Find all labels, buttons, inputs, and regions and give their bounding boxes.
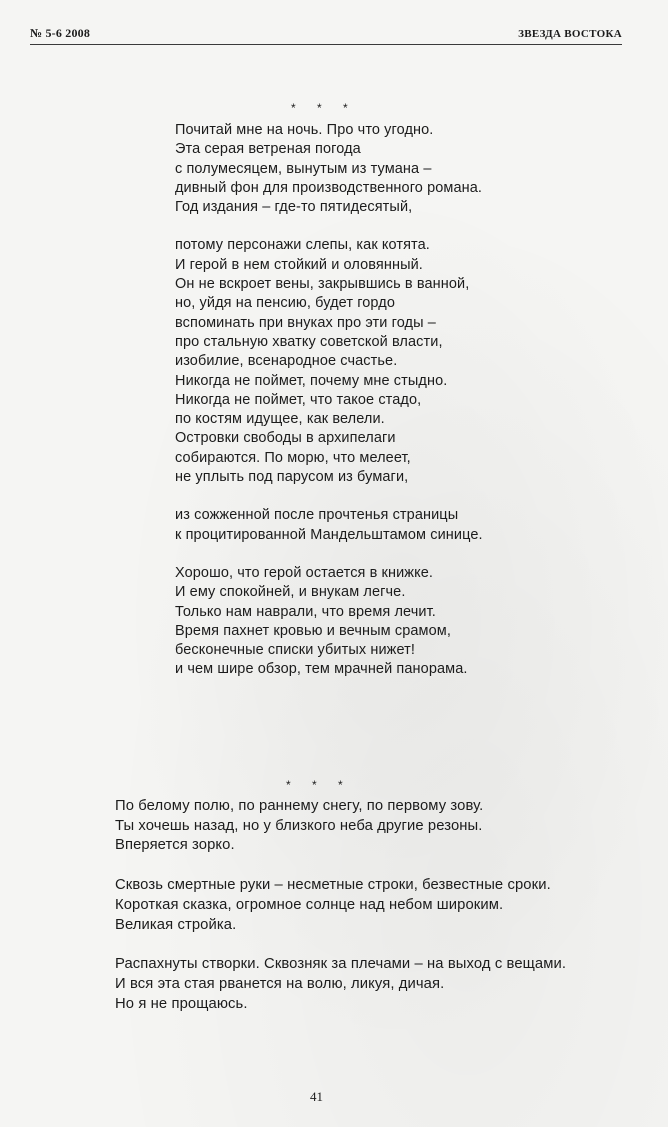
poem-1 — [175, 121, 483, 680]
verse-line: вспоминать при внуках про эти годы – — [175, 314, 436, 331]
verse-line: Ты хочешь назад, но у близкого неба другие резоны. — [115, 817, 483, 834]
verse-line: Он не вскроет вены, закрывшись в ванной, — [175, 276, 470, 293]
verse-line: но, уйдя на пенсию, будет гордо — [175, 295, 395, 312]
poem2-separator: * * * — [286, 778, 352, 792]
verse-line: с полумесяцем, вынутым из тумана – — [175, 160, 432, 177]
verse-line: Только нам наврали, что время лечит. — [175, 603, 436, 620]
verse-line: и чем шире обзор, тем мрачней панорама. — [175, 661, 468, 678]
verse-line: По белому полю, по раннему снегу, по первому зову. — [115, 798, 484, 814]
verse-line: не уплыть под парусом из бумаги, — [175, 469, 409, 486]
verse-line: про стальную хватку советской власти, — [175, 333, 443, 350]
verse-line: Но я не прощаюсь. — [115, 995, 248, 1012]
verse-line: собираются. По морю, что мелеет, — [175, 449, 411, 466]
verse-line: Эта серая ветреная погода — [175, 141, 361, 158]
poem1-separator: * * * — [291, 101, 357, 115]
journal-title: ЗВЕЗДА ВОСТОКА — [518, 28, 622, 40]
stanza — [115, 876, 566, 935]
page-number: 41 — [310, 1089, 323, 1104]
verse-line: из сожженной после прочтенья страницы — [175, 507, 459, 524]
verse-line: Год издания – где-то пятидесятый, — [175, 199, 413, 216]
stanza — [175, 236, 483, 487]
verse-line: Распахнуты створки. Сквозняк за плечами – на выход с вещами. — [115, 956, 567, 973]
issue-number: № 5-6 2008 — [30, 26, 91, 40]
verse-line: дивный фон для производственного романа. — [175, 179, 483, 196]
verse-line: Великая стройка. — [115, 916, 237, 933]
poem-2 — [115, 797, 566, 1014]
running-header — [30, 24, 622, 45]
verse-line: к процитированной Мандельштамом синице. — [175, 526, 483, 543]
stanza — [175, 564, 483, 680]
verse-line: Островки свободы в архипелаги — [175, 430, 396, 447]
verse-line: по костям идущее, как велели. — [175, 411, 385, 428]
verse-line: Время пахнет кровью и вечным срамом, — [175, 622, 451, 639]
stanza — [175, 506, 483, 545]
verse-line: И вся эта стая рванется на волю, ликуя, дичая. — [115, 975, 445, 992]
verse-line: Никогда не поймет, что такое стадо, — [175, 391, 422, 408]
stanza — [115, 797, 566, 856]
verse-line: потому персонажи слепы, как котята. — [175, 237, 430, 254]
verse-line: Почитай мне на ночь. Про что угодно. — [175, 122, 434, 138]
verse-line: изобилие, всенародное счастье. — [175, 353, 398, 370]
verse-line: И ему спокойней, и внукам легче. — [175, 584, 406, 601]
verse-line: Вперяется зорко. — [115, 837, 235, 854]
verse-line: И герой в нем стойкий и оловянный. — [175, 256, 423, 273]
stanza — [115, 955, 566, 1014]
verse-line: Никогда не поймет, почему мне стыдно. — [175, 372, 448, 389]
stanza — [175, 121, 483, 217]
verse-line: Короткая сказка, огромное солнце над небом широким. — [115, 896, 504, 913]
verse-line: бесконечные списки убитых нижет! — [175, 642, 416, 659]
verse-line: Сквозь смертные руки – несметные строки, безвестные сроки. — [115, 877, 551, 894]
verse-line: Хорошо, что герой остается в книжке. — [175, 564, 434, 581]
